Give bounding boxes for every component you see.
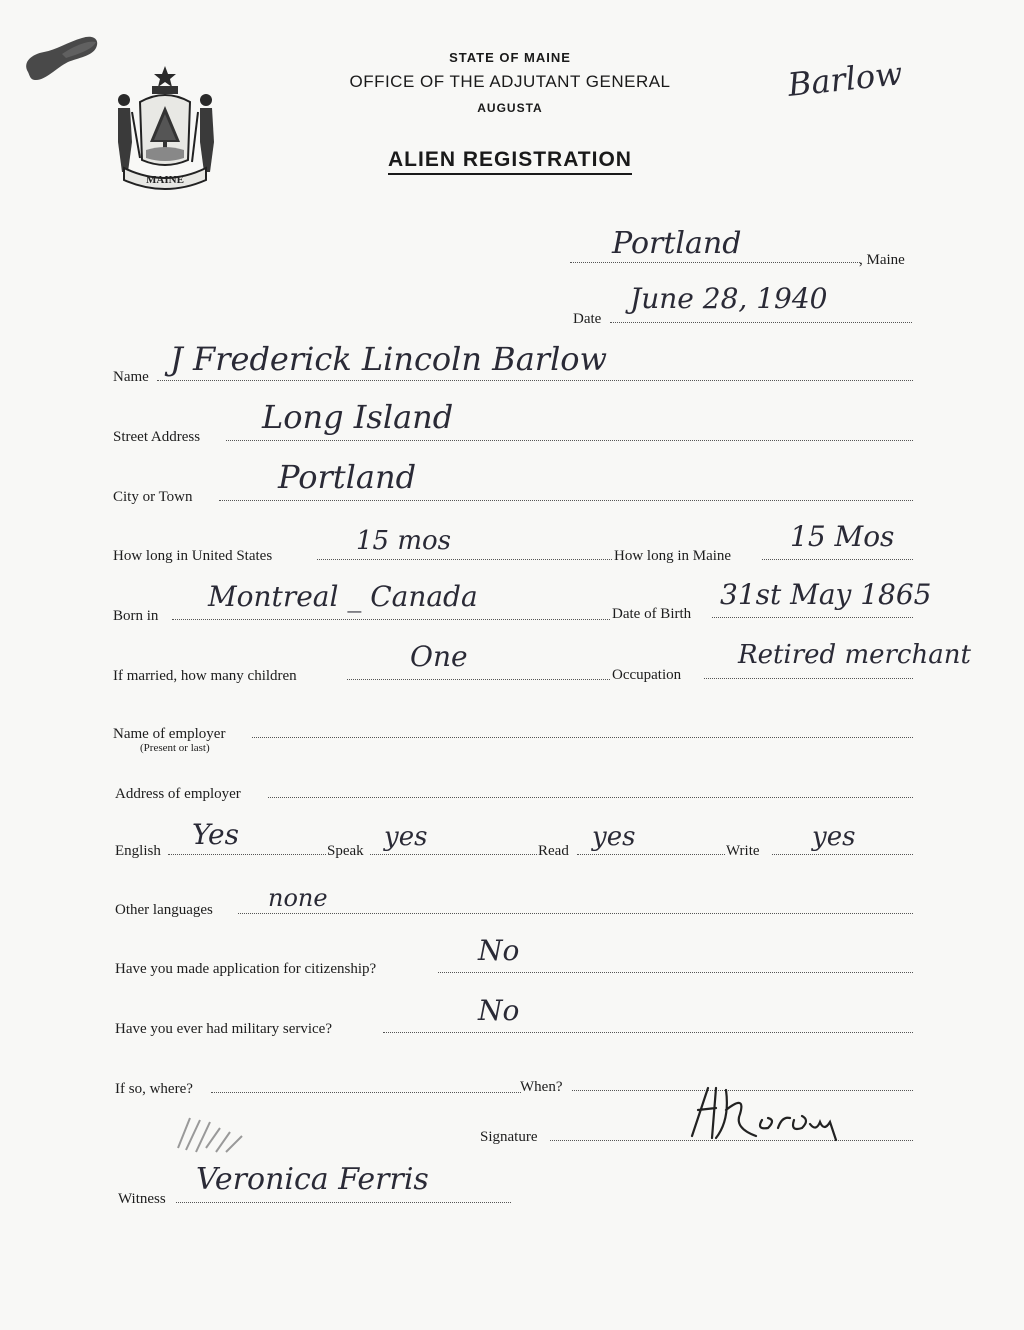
city-label: City or Town	[113, 489, 193, 505]
employer-address-line	[268, 797, 913, 798]
born-in-line	[172, 619, 610, 620]
us-duration-label: How long in United States	[113, 548, 273, 564]
other-languages-label: Other languages	[115, 902, 213, 918]
location-suffix: , Maine	[859, 252, 905, 268]
form-title: ALIEN REGISTRATION	[300, 148, 720, 172]
speak-value: yes	[384, 822, 428, 852]
military-line	[383, 1032, 913, 1033]
applicant-signature-mark	[686, 1080, 846, 1144]
witness-label: Witness	[118, 1191, 166, 1207]
dob-line	[712, 617, 913, 618]
maine-duration-label: How long in Maine	[614, 548, 732, 564]
state-heading: STATE OF MAINE	[449, 50, 571, 65]
children-value: One	[410, 640, 468, 673]
employer-name-label: Name of employer	[113, 726, 226, 742]
us-duration-value: 15 mos	[356, 526, 451, 556]
citizenship-line	[438, 972, 913, 973]
signature-label: Signature	[480, 1129, 538, 1145]
born-in-label: Born in	[113, 608, 159, 624]
military-label: Have you ever had military service?	[115, 1021, 332, 1037]
where-line	[211, 1092, 521, 1093]
other-languages-line	[238, 913, 913, 914]
city-heading: AUGUSTA	[477, 101, 543, 115]
date-line	[610, 322, 912, 323]
read-line	[577, 854, 725, 855]
military-value: No	[478, 994, 520, 1027]
street-line	[226, 440, 913, 441]
where-label: If so, where?	[115, 1081, 193, 1097]
street-label: Street Address	[113, 429, 201, 445]
file-name-annotation: Barlow	[786, 54, 905, 104]
date-label: Date	[573, 311, 602, 327]
write-label: Write	[726, 843, 760, 859]
speak-label: Speak	[327, 843, 364, 859]
witness-value: Veronica Ferris	[196, 1162, 429, 1197]
children-line	[347, 679, 610, 680]
english-label: English	[115, 843, 161, 859]
maine-duration-line	[762, 559, 913, 560]
write-value: yes	[812, 822, 856, 852]
seal-ribbon-text: MAINE	[146, 174, 184, 186]
employer-name-line	[252, 737, 913, 738]
dob-label: Date of Birth	[612, 606, 692, 622]
speak-line	[370, 854, 537, 855]
read-value: yes	[592, 822, 636, 852]
date-value: June 28, 1940	[630, 282, 828, 315]
pencil-scribble-mark	[170, 1108, 260, 1158]
employer-name-sublabel: (Present or last)	[140, 742, 210, 754]
ink-blot-mark	[22, 32, 102, 84]
dob-value: 31st May 1865	[720, 578, 932, 611]
us-duration-line	[317, 559, 612, 560]
office-heading: OFFICE OF THE ADJUTANT GENERAL	[349, 72, 671, 91]
city-line	[219, 500, 913, 501]
city-value: Portland	[278, 458, 417, 496]
occupation-line	[704, 678, 913, 679]
read-label: Read	[538, 843, 569, 859]
occupation-label: Occupation	[612, 667, 682, 683]
citizenship-label: Have you made application for citizenship?	[115, 961, 377, 977]
english-value: Yes	[192, 818, 239, 851]
witness-line	[176, 1202, 511, 1203]
write-line	[772, 854, 913, 855]
location-value: Portland	[612, 226, 742, 261]
street-value: Long Island	[262, 398, 454, 436]
maine-state-seal-icon	[110, 62, 220, 192]
born-in-value: Montreal _ Canada	[208, 580, 478, 613]
citizenship-value: No	[478, 934, 520, 967]
other-languages-value: none	[268, 884, 328, 912]
employer-address-label: Address of employer	[115, 786, 241, 802]
location-line	[570, 262, 860, 263]
name-value: J Frederick Lincoln Barlow	[170, 340, 607, 378]
english-line	[168, 854, 326, 855]
name-label: Name	[113, 369, 149, 385]
name-line	[157, 380, 913, 381]
when-label: When?	[520, 1079, 563, 1095]
maine-duration-value: 15 Mos	[790, 520, 895, 553]
children-label: If married, how many children	[113, 668, 297, 684]
occupation-value: Retired merchant	[738, 640, 971, 670]
